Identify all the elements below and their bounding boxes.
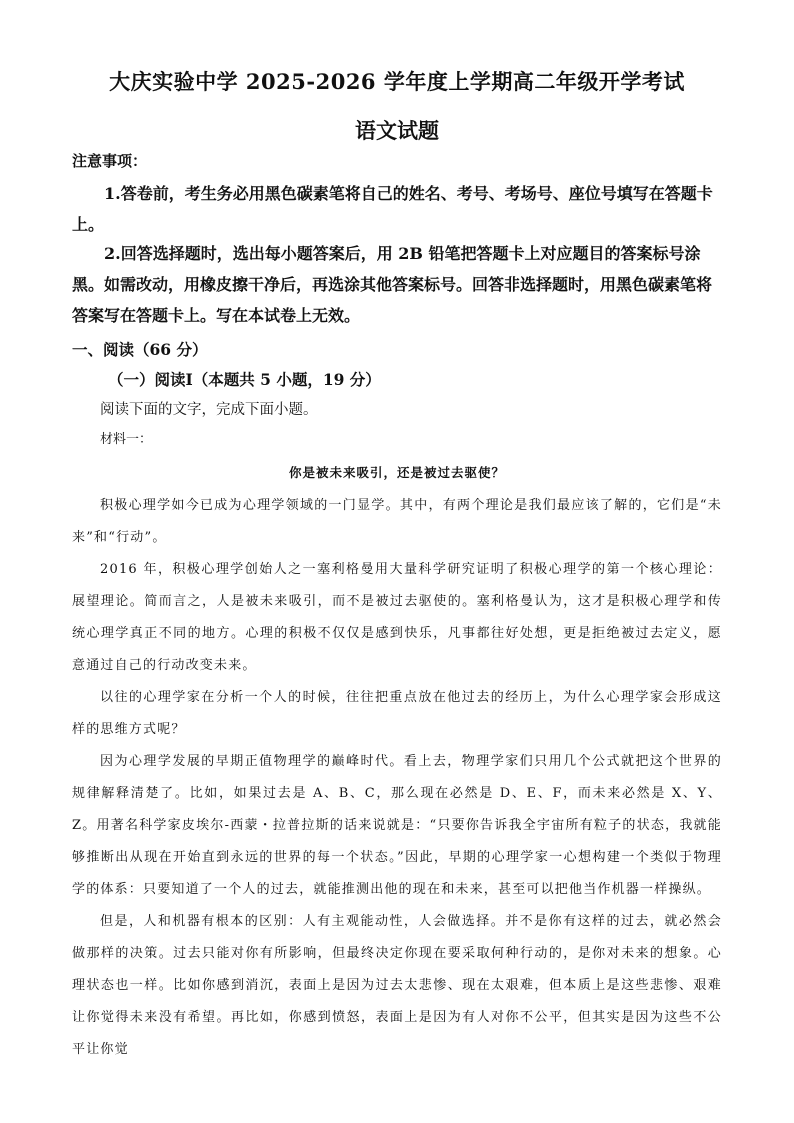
exam-title: 大庆实验中学 2025-2026 学年度上学期高二年级开学考试 — [109, 69, 685, 94]
notice-item-2: 2.回答选择题时，选出每小题答案后，用 2B 铅笔把答题卡上对应题目的答案标号涂黑。如需改动，用橡皮擦干净后，再选涂其他答案标号。回答非选择题时，用黑色碳素笔将答案写在答题卡上。写在本试卷上无效。 — [72, 244, 713, 325]
notice-item-1: 1.答卷前，考生务必用黑色碳素笔将自己的姓名、考号、考场号、座位号填写在答题卡上。 — [72, 184, 713, 234]
subsection-heading: （一）阅读Ⅰ（本题共 5 小题，19 分） — [108, 370, 381, 389]
article-paragraph: 因为心理学发展的早期正值物理学的巅峰时代。看上去，物理学家们只用几个公式就把这个世界的规律解释清楚了。比如，如果过去是 A、B、C，那么现在必然是 D、E、F，而未来必然是 X、Y、Z。用著名科学家皮埃尔-西蒙・拉普拉斯的话来说就是：“只要你告诉我全宇宙所有粒子的状态，我就能够推断出从现在开始直到永远的世界的每一个状态。”因此，早期的心理学家一心想构建一个类似于物理学的体系：只要知道了一个人的过去，就能推测出他的现在和未来，甚至可以把他当作机器一样操纵。 — [72, 754, 722, 897]
article-paragraph: 以往的心理学家在分析一个人的时候，往往把重点放在他过去的经历上，为什么心理学家会形成这样的思维方式呢？ — [72, 690, 722, 737]
article-title: 你是被未来吸引，还是被过去驱使？ — [288, 465, 505, 480]
article-paragraph: 积极心理学如今已成为心理学领域的一门显学。其中，有两个理论是我们最应该了解的，它们是“未来”和“行动”。 — [72, 498, 722, 545]
section-heading: 一、阅读（66 分） — [72, 340, 208, 359]
exam-subtitle: 语文试题 — [355, 118, 439, 143]
article-body — [72, 490, 722, 1066]
material-label: 材料一： — [100, 432, 153, 447]
article-paragraph: 但是，人和机器有根本的区别：人有主观能动性，人会做选择。并不是你有这样的过去，就必然会做那样的决策。过去只能对你有所影响，但最终决定你现在要采取何种行动的，是你对未来的想象。心理状态也一样。比如你感到消沉，表面上是因为过去太悲惨、现在太艰难，但本质上是这些悲惨、艰难让你觉得未来没有希望。再比如，你感到愤怒，表面上是因为有人对你不公平，但其实是因为这些不公平让你觉 — [72, 914, 722, 1057]
reading-instruction: 阅读下面的文字，完成下面小题。 — [100, 402, 318, 418]
notice-heading: 注意事项： — [72, 152, 148, 170]
article-paragraph: 2016 年，积极心理学创始人之一塞利格曼用大量科学研究证明了积极心理学的第一个核心理论：展望理论。简而言之，人是被未来吸引，而不是被过去驱使的。塞利格曼认为，这才是积极心理学和传统心理学真正不同的地方。心理的积极不仅仅是感到快乐，凡事都往好处想，更是拒绝被过去定义，愿意通过自己的行动改变未来。 — [72, 562, 722, 673]
